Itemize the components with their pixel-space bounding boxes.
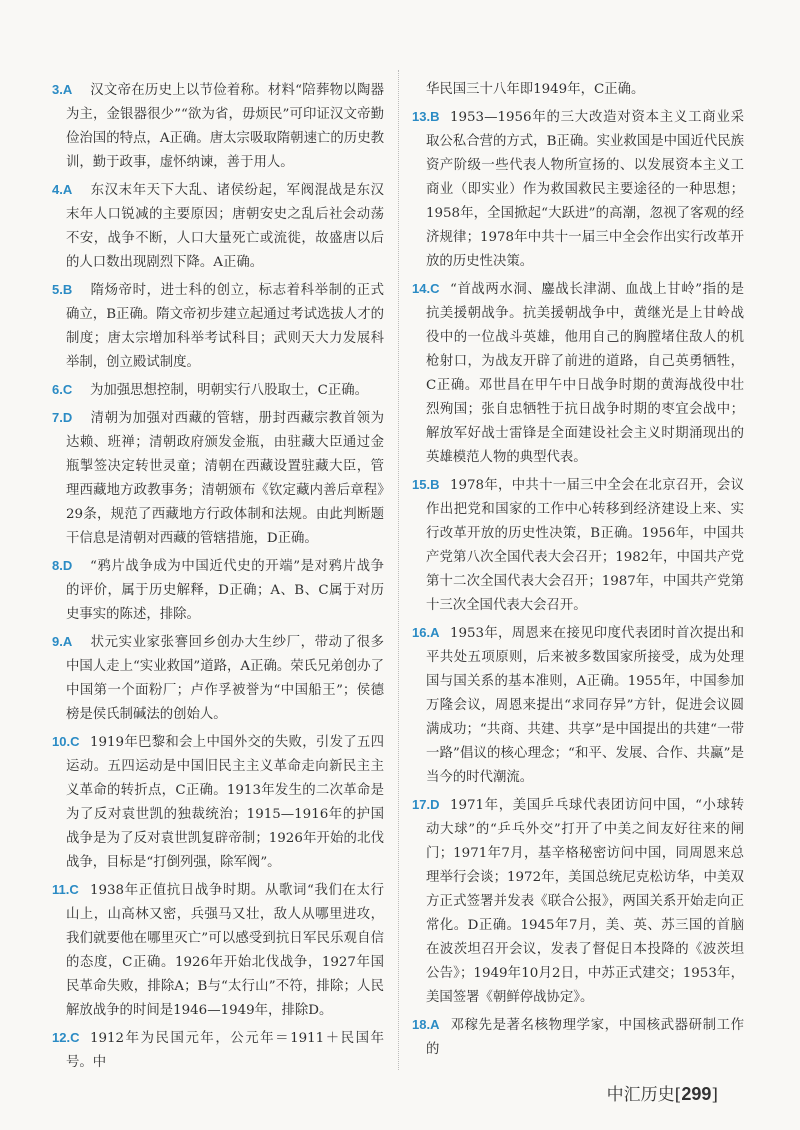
- column-divider: [398, 70, 399, 1070]
- answer-number: 9.A: [52, 634, 73, 649]
- answer-number: 17.D: [412, 797, 440, 812]
- answer-item: [412, 621, 744, 790]
- answer-item: [412, 473, 744, 618]
- right-column: [412, 78, 744, 1065]
- answer-item: [412, 277, 744, 470]
- answer-explanation: “鸦片战争成为中国近代史的开端”是对鸦片战争的评价，属于历史解释，D正确；A、B、C属于对历史事实的陈述，排除。: [66, 559, 384, 622]
- answer-number: 12.C: [52, 1030, 80, 1045]
- answer-explanation: 汉文帝在历史上以节俭着称。材料“陪葬物以陶器为主，金银器很少”“欲为省，毋烦民”可印证汉文帝勤俭治国的特点，A正确。唐太宗吸取隋朝速亡的历史教训，勤于政事，虚怀纳谏，善于用人。: [66, 83, 384, 170]
- book-title: 中汇历史: [606, 1085, 675, 1105]
- answer-explanation: 状元实业家张謇回乡创办大生纱厂，带动了很多中国人走上“实业救国”道路，A正确。荣氏兄弟创办了中国第一个面粉厂；卢作孚被誉为“中国船王”；侯德榜是侯氏制碱法的创始人。: [66, 635, 384, 722]
- answer-explanation: 1919年巴黎和会上中国外交的失败，引发了五四运动。五四运动是中国旧民主主义革命走向新民主主义革命的转折点，C正确。1913年发生的二次革命是为了反对袁世凯的独裁统治；1915—1916年的护国战争是为了反对袁世凯复辟帝制；1926年开始的北伐战争，目标是“打倒列强，除军阀”。: [66, 735, 384, 870]
- answer-item: [412, 1013, 744, 1062]
- answer-number: 15.B: [412, 477, 440, 492]
- answer-explanation: 东汉末年天下大乱、诸侯纷起，军阀混战是东汉末年人口锐减的主要原因；唐朝安史之乱后社会动荡不安，战争不断，人口大量死亡或流徙，故盛唐以后的人口数出现剧烈下降。A正确。: [66, 183, 384, 270]
- answer-number: 8.D: [52, 558, 73, 573]
- answer-item: [52, 178, 384, 275]
- answer-item: [412, 105, 744, 274]
- answer-number: 5.B: [52, 282, 73, 297]
- answer-number: 3.A: [52, 82, 73, 97]
- answer-number: 4.A: [52, 182, 73, 197]
- answer-explanation: 1953年，周恩来在接见印度代表团时首次提出和平共处五项原则，后来被多数国家所接受，成为处理国与国关系的基本准则，A正确。1955年，中国参加万隆会议，周恩来提出“求同存异”方针，促进会议圆满成功；“共商、共建、共享”是中国提出的共建“一带一路”倡议的核心理念；“和平、发展、合作、共赢”是当今的时代潮流。: [426, 626, 744, 785]
- answer-explanation: “首战两水洞、鏖战长津湖、血战上甘岭”指的是抗美援朝战争。抗美援朝战争中，黄继光是上甘岭战役中的一位战斗英雄，他用自己的胸膛堵住敌人的机枪射口，为战友开辟了前进的道路，自己英勇牺牲，C正确。邓世昌在甲午中日战争时期的黄海战役中壮烈殉国；张自忠牺牲于抗日战争时期的枣宜会战中；解放军好战士雷锋是全面建设社会主义时期涌现出的英雄模范人物的典型代表。: [426, 282, 744, 465]
- left-column: [52, 78, 384, 1078]
- answer-item: [52, 406, 384, 551]
- answer-explanation: 1938年正值抗日战争时期。从歌词“我们在太行山上，山高林又密，兵强马又壮，敌人从哪里进攻，我们就要他在哪里灭亡”可以感受到抗日军民乐观自信的态度，C正确。1926年开始北伐战争，1927年国民革命失败，排除A；B与“太行山”不符，排除；人民解放战争的时间是1946—1949年，排除D。: [66, 883, 384, 1018]
- continuation-text: 华民国三十八年即1949年，C正确。: [426, 82, 645, 97]
- answer-item: [52, 730, 384, 875]
- answer-number: 16.A: [412, 625, 440, 640]
- answer-item: [52, 630, 384, 727]
- answer-item: [52, 554, 384, 627]
- answer-number: 13.B: [412, 109, 440, 124]
- answer-explanation: 1953—1956年的三大改造对资本主义工商业采取公私合营的方式，B正确。实业救国是中国近代民族资产阶级一些代表人物所宣扬的、以发展资本主义工商业（即实业）作为救国救民主要途径的一种思想；1958年，全国掀起“大跃进”的高潮，忽视了客观的经济规律；1978年中共十一届三中全会作出实行改革开放的历史性决策。: [426, 110, 744, 269]
- answer-number: 11.C: [52, 882, 79, 897]
- answer-number: 18.A: [412, 1017, 440, 1032]
- answer-item: [52, 1026, 384, 1075]
- answer-explanation: 1971年，美国乒乓球代表团访问中国，“小球转动大球”的“乒乓外交”打开了中美之间友好往来的闸门；1971年7月，基辛格秘密访问中国，同周恩来总理举行会谈；1972年，美国总统尼克松访华，中美双方正式签署并发表《联合公报》，两国关系开始走向正常化。D正确。1945年7月，美、英、苏三国的首脑在波茨坦召开会议，发表了督促日本投降的《波茨坦公告》；1949年10月2日，中苏正式建交；1953年，美国签署《朝鲜停战协定》。: [426, 798, 744, 1005]
- answer-number: 14.C: [412, 281, 440, 296]
- page-number: 299: [681, 1084, 712, 1104]
- answer-explanation: 1978年，中共十一届三中全会在北京召开，会议作出把党和国家的工作中心转移到经济建设上来、实行改革开放的历史性决策，B正确。1956年，中国共产党第八次全国代表大会召开；1982年，中国共产党第十二次全国代表大会召开；1987年，中国共产党第十三次全国代表大会召开。: [426, 478, 744, 613]
- answer-item: [52, 78, 384, 175]
- page-footer: [607, 1080, 718, 1105]
- answer-item: [412, 793, 744, 1010]
- answer-explanation: 邓稼先是著名核物理学家，中国核武器研制工作的: [426, 1018, 744, 1057]
- answer-explanation: 隋炀帝时，进士科的创立，标志着科举制的正式确立，B正确。隋文帝初步建立起通过考试选拔人才的制度；唐太宗增加科举考试科目；武则天大力发展科举制，创立殿试制度。: [66, 283, 384, 370]
- answer-item: [52, 378, 384, 403]
- answer-explanation: 为加强思想控制，明朝实行八股取士，C正确。: [90, 383, 369, 398]
- answer-explanation: 清朝为加强对西藏的管辖，册封西藏宗教首领为达赖、班禅；清朝政府颁发金瓶，由驻藏大臣通过金瓶掣签决定转世灵童；清朝在西藏设置驻藏大臣，管理西藏地方政教事务；清朝颁布《钦定藏内善后章程》29条，规范了西藏地方行政体制和法规。由此判断题干信息是清朝对西藏的管辖措施，D正确。: [66, 411, 384, 546]
- answer-explanation: 1912年为民国元年，公元年＝1911＋民国年号。中: [66, 1031, 384, 1070]
- answer-item: [52, 278, 384, 375]
- answer-item: [52, 878, 384, 1023]
- answer-number: 10.C: [52, 734, 80, 749]
- page-number-bracket: [299]: [674, 1084, 718, 1105]
- answer-number: 7.D: [52, 410, 73, 425]
- answer-number: 6.C: [52, 382, 73, 397]
